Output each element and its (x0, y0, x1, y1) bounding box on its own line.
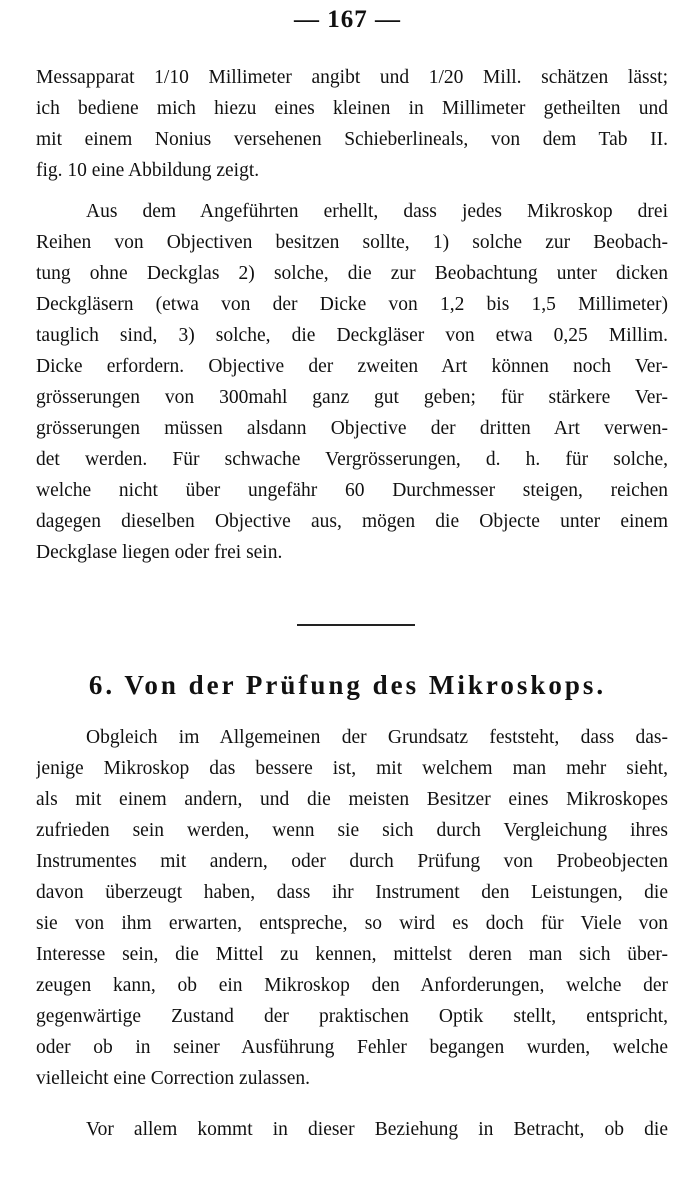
paragraph-continuation (36, 62, 668, 186)
text-line: Deckglase liegen oder frei sein. (36, 542, 283, 563)
text-line: tauglich sind, 3) solche, die Deckgläser von etwa 0,25 Millim. (36, 325, 668, 346)
section-divider (297, 624, 415, 626)
text-line: oder ob in seiner Ausführung Fehler begangen wurden, welche (36, 1037, 668, 1058)
text-line: fig. 10 eine Abbildung zeigt. (36, 160, 260, 181)
text-line: zufrieden sein werden, wenn sie sich durch Vergleichung ihres (36, 820, 668, 841)
text-line: jenige Mikroskop das bessere ist, mit welchem man mehr sieht, (36, 758, 668, 779)
text-line: Obgleich im Allgemeinen der Grundsatz feststeht, dass das- (86, 727, 668, 748)
text-line: Interesse sein, die Mittel zu kennen, mittelst deren man sich über- (36, 944, 668, 965)
text-line: grösserungen von 300mahl ganz gut geben; für stärkere Ver- (36, 387, 668, 408)
text-line: welche nicht über ungefähr 60 Durchmesser steigen, reichen (36, 480, 668, 501)
text-line: tung ohne Deckglas 2) solche, die zur Beobachtung unter dicken (36, 263, 668, 284)
page-number-header: — 167 — (294, 6, 401, 33)
text-line: Dicke erfordern. Objective der zweiten Art können noch Ver- (36, 356, 668, 377)
text-line: sie von ihm erwarten, entspreche, so wird es doch für Viele von (36, 913, 668, 934)
text-line: det werden. Für schwache Vergrösserungen, d. h. für solche, (36, 449, 668, 470)
text-line: ich bediene mich hiezu eines kleinen in Millimeter getheilten und (36, 98, 668, 119)
paragraph-final (36, 1114, 668, 1145)
text-line: Deckgläsern (etwa von der Dicke von 1,2 bis 1,5 Millimeter) (36, 294, 668, 315)
text-line: gegenwärtige Zustand der praktischen Optik stellt, entspricht, (36, 1006, 668, 1027)
text-line: Vor allem kommt in dieser Beziehung in Betracht, ob die (86, 1119, 668, 1140)
text-line: Aus dem Angeführten erhellt, dass jedes Mikroskop drei (86, 201, 668, 222)
section-heading: 6. Von der Prüfung des Mikroskops. (88, 670, 607, 700)
text-line: davon überzeugt haben, dass ihr Instrument den Leistungen, die (36, 882, 668, 903)
text-line: dagegen dieselben Objective aus, mögen die Objecte unter einem (36, 511, 668, 532)
text-line: mit einem Nonius versehenen Schieberlineals, von dem Tab II. (36, 129, 668, 150)
text-line: Reihen von Objectiven besitzen sollte, 1) solche zur Beobach- (36, 232, 668, 253)
text-line: zeugen kann, ob ein Mikroskop den Anforderungen, welche der (36, 975, 668, 996)
text-line: grösserungen müssen alsdann Objective der dritten Art verwen- (36, 418, 668, 439)
paragraph-examination (36, 722, 668, 1094)
text-line: vielleicht eine Correction zulassen. (36, 1068, 310, 1089)
text-line: Messapparat 1/10 Millimeter angibt und 1/20 Mill. schätzen lässt; (36, 67, 668, 88)
text-line: Instrumentes mit andern, oder durch Prüfung von Probeobjecten (36, 851, 668, 872)
text-line: als mit einem andern, und die meisten Besitzer eines Mikroskopes (36, 789, 668, 810)
paragraph-objectives (36, 196, 668, 568)
